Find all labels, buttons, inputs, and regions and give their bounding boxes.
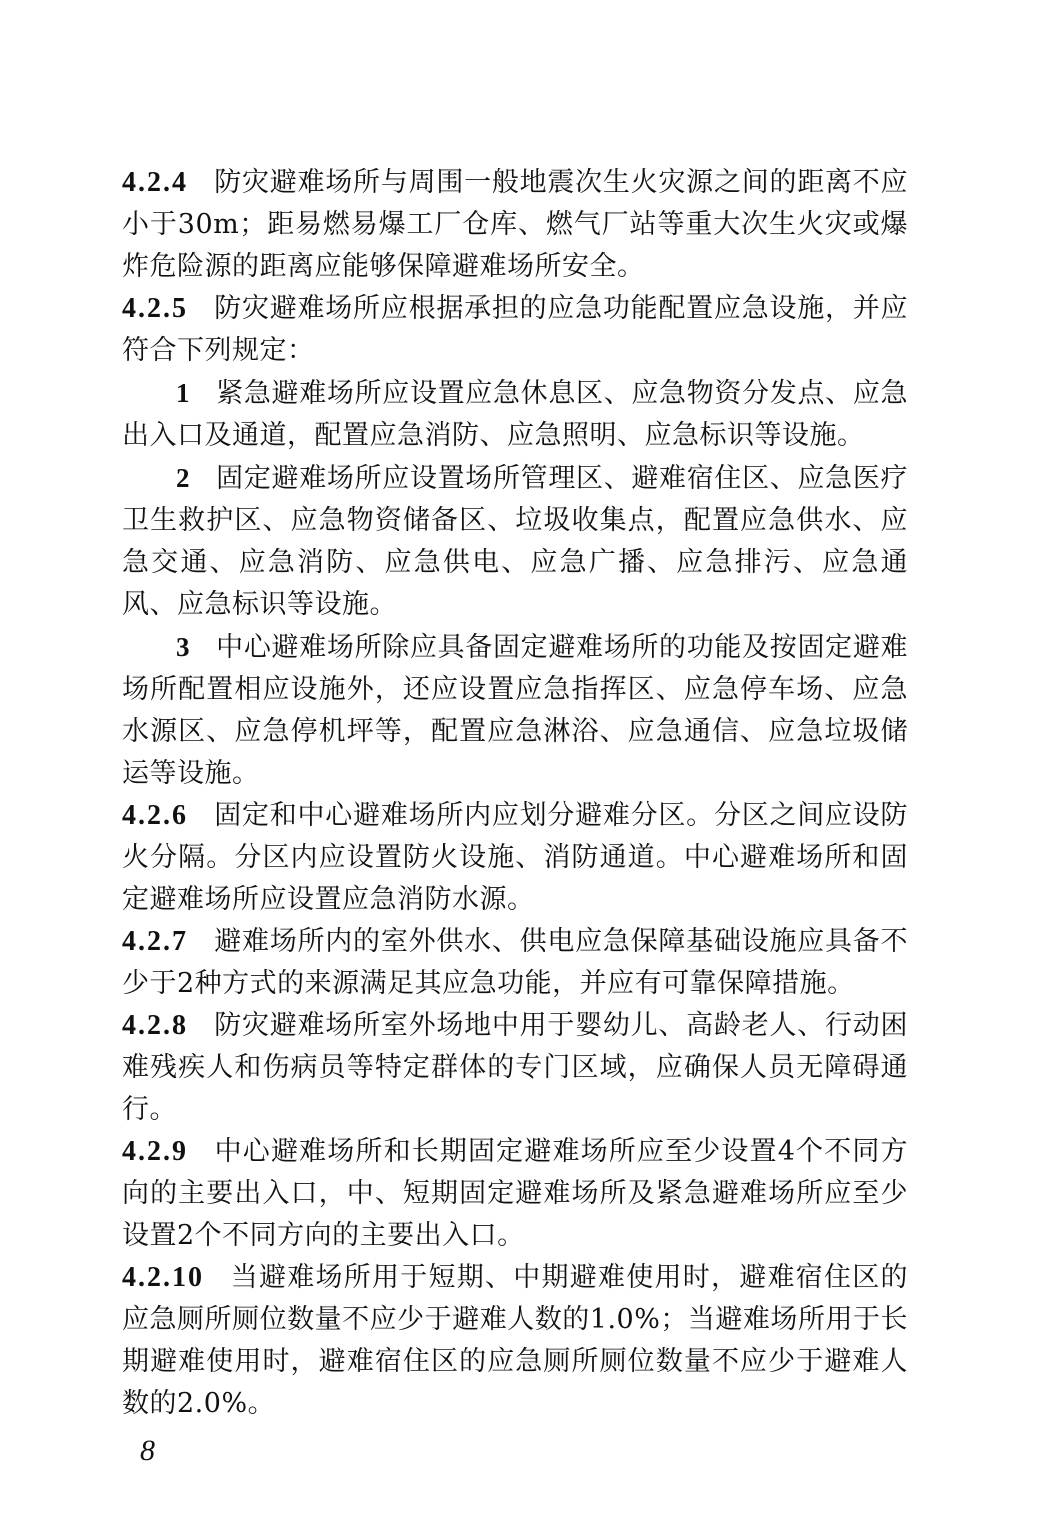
- item-text: 中心避难场所除应具备固定避难场所的功能及按固定避难场所配置相应设施外，还应设置应急指挥区、应急停车场、应急水源区、应急停机坪等，配置应急淋浴、应急通信、应急垃圾储运等设施。: [122, 632, 908, 789]
- clause-4-2-10: [122, 1257, 908, 1425]
- clause-text: 中心避难场所和长期固定避难场所应至少设置4个不同方向的主要出入口，中、短期固定避难场所及紧急避难场所应至少设置2个不同方向的主要出入口。: [122, 1136, 908, 1251]
- clause-text: 防灾避难场所与周围一般地震次生火灾源之间的距离不应小于30m；距易燃易爆工厂仓库、燃气厂站等重大次生火灾或爆炸危险源的距离应能够保障避难场所安全。: [122, 167, 908, 282]
- clause-number: 4.2.6: [122, 800, 188, 831]
- clause-text: 防灾避难场所室外场地中用于婴幼儿、高龄老人、行动困难残疾人和伤病员等特定群体的专门区域，应确保人员无障碍通行。: [122, 1010, 908, 1125]
- clause-text: 当避难场所用于短期、中期避难使用时，避难宿住区的应急厕所厕位数量不应少于避难人数的1.0%；当避难场所用于长期避难使用时，避难宿住区的应急厕所厕位数量不应少于避难人数的2.0%。: [122, 1262, 908, 1419]
- clause-number: 4.2.4: [122, 167, 188, 198]
- clause-4-2-9: [122, 1131, 908, 1257]
- clause-4-2-4: [122, 162, 908, 288]
- clause-4-2-5-item-2: [122, 457, 908, 626]
- clause-number: 4.2.10: [122, 1262, 204, 1293]
- item-text: 固定避难场所应设置场所管理区、避难宿住区、应急医疗卫生救护区、应急物资储备区、垃圾收集点，配置应急供水、应急交通、应急消防、应急供电、应急广播、应急排污、应急通风、应急标识等设施。: [122, 463, 908, 620]
- clause-number: 4.2.5: [122, 293, 188, 324]
- clause-4-2-5-item-1: [122, 372, 908, 457]
- clause-4-2-6: [122, 795, 908, 921]
- clause-text: 固定和中心避难场所内应划分避难分区。分区之间应设防火分隔。分区内应设置防火设施、消防通道。中心避难场所和固定避难场所应设置应急消防水源。: [122, 800, 908, 915]
- clause-text: 防灾避难场所应根据承担的应急功能配置应急设施，并应符合下列规定：: [122, 293, 908, 366]
- clause-4-2-5-item-3: [122, 626, 908, 795]
- clause-4-2-5: [122, 288, 908, 372]
- clause-number: 4.2.9: [122, 1136, 188, 1167]
- item-text: 紧急避难场所应设置应急休息区、应急物资分发点、应急出入口及通道，配置应急消防、应急照明、应急标识等设施。: [122, 378, 908, 451]
- clause-number: 4.2.8: [122, 1010, 188, 1041]
- clause-4-2-8: [122, 1005, 908, 1131]
- page-number: 8: [140, 1434, 155, 1467]
- clause-text: 避难场所内的室外供水、供电应急保障基础设施应具备不少于2种方式的来源满足其应急功能，并应有可靠保障措施。: [122, 926, 908, 999]
- item-number: 3: [176, 632, 190, 662]
- clause-number: 4.2.7: [122, 926, 188, 957]
- item-number: 2: [176, 463, 190, 493]
- item-number: 1: [176, 378, 190, 408]
- page-content: [122, 162, 908, 1425]
- clause-4-2-7: [122, 921, 908, 1005]
